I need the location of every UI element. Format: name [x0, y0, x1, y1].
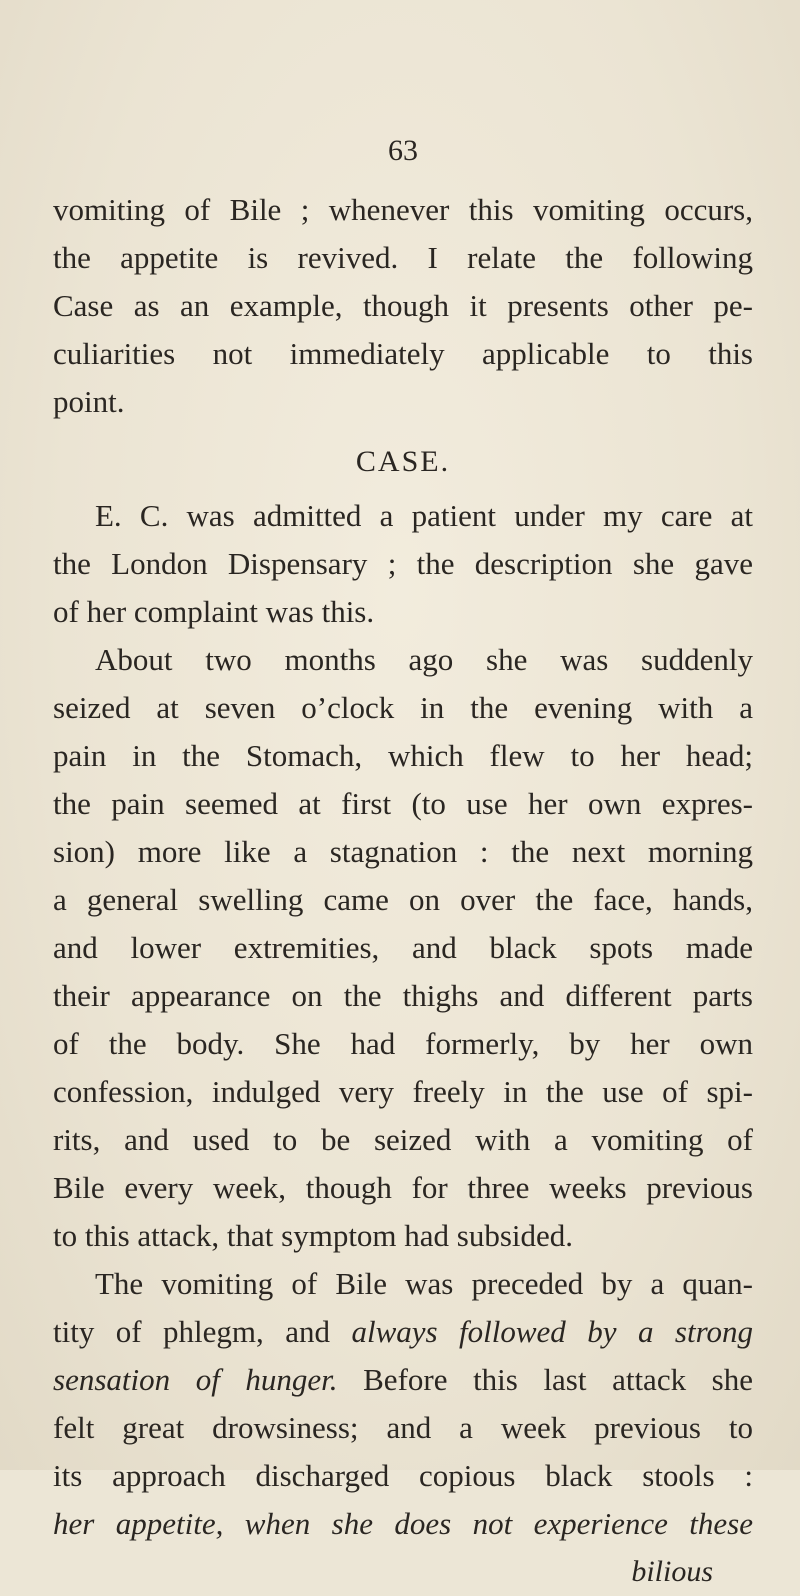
italic-run: always followed by a strong [351, 1314, 753, 1349]
case-heading: CASE. [355, 445, 451, 478]
text-line: rits, and used to be seized with a vomiting of [53, 1122, 753, 1157]
catchword: bilious [631, 1555, 713, 1588]
text-line: point. [53, 384, 125, 419]
text-line [53, 1356, 753, 1404]
text-line: their appearance on the thighs and different parts [53, 978, 753, 1013]
text-line: confession, indulged very freely in the use of spi- [53, 1074, 753, 1109]
text-line: and lower extremities, and black spots made [53, 930, 753, 965]
text-line: the appetite is revived. I relate the following [53, 240, 753, 275]
text-line: sion) more like a stagnation : the next morning [53, 834, 753, 869]
text-line: About two months ago she was suddenly [95, 642, 753, 677]
page-text [53, 128, 753, 1596]
text-line: Bile every week, though for three weeks previous [53, 1170, 753, 1205]
text-line: seized at seven o’clock in the evening with a [53, 690, 753, 725]
text-line: a general swelling came on over the face, hands, [53, 882, 753, 917]
text-line [53, 1308, 753, 1356]
text-line: of the body. She had formerly, by her own [53, 1026, 753, 1061]
text-line: vomiting of Bile ; whenever this vomiting occurs, [53, 192, 753, 227]
text-line: the London Dispensary ; the description she gave [53, 546, 753, 581]
text-line: culiarities not immediately applicable to this [53, 336, 753, 371]
text-run: Before this last attack she [337, 1362, 753, 1397]
page-number-label: 63 [388, 134, 418, 167]
text-line: felt great drowsiness; and a week previous to [53, 1410, 753, 1445]
text-line: the pain seemed at first (to use her own expres- [53, 786, 753, 821]
italic-run: sensation of hunger. [53, 1362, 338, 1397]
text-line: pain in the Stomach, which flew to her head; [53, 738, 753, 773]
text-run: tity of phlegm, and [53, 1314, 352, 1349]
text-line: The vomiting of Bile was preceded by a quan- [95, 1266, 753, 1301]
text-line: E. C. was admitted a patient under my care at [95, 498, 753, 533]
text-line [53, 1500, 753, 1548]
text-line: to this attack, that symptom had subsided. [53, 1218, 574, 1253]
text-line: its approach discharged copious black stools : [53, 1458, 753, 1493]
text-line: of her complaint was this. [53, 594, 375, 629]
italic-run: her appetite, when she does not experience these [53, 1506, 753, 1541]
text-line: Case as an example, though it presents other pe- [53, 288, 753, 323]
